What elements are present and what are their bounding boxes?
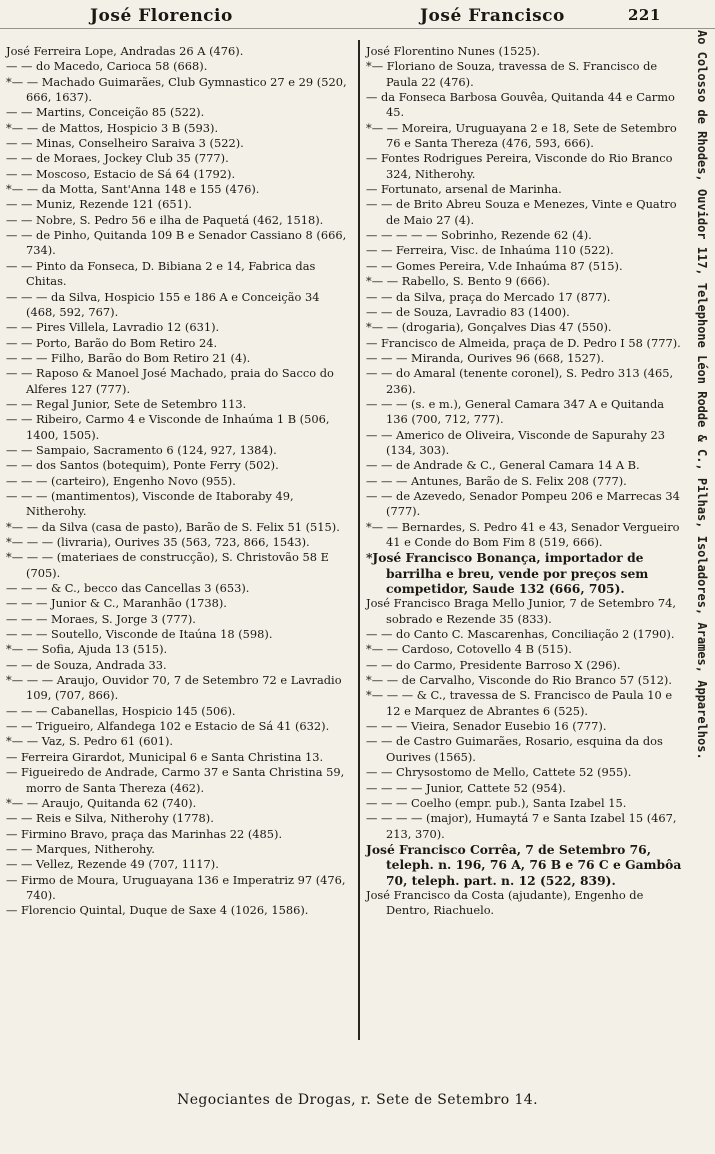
directory-entry: — — da Silva, praça do Mercado 17 (877). [366,289,611,304]
directory-entry: — — — Antunes, Barão de S. Felix 208 (777). [366,473,627,488]
directory-entry: — — — — — Sobrinho, Rezende 62 (4). [366,228,592,243]
directory-entry: — — Regal Junior, Sete de Setembro 113. [6,396,247,411]
directory-entry: — — de Brito Abreu Souza e Menezes, Vinte e Quatro de Maio 27 (4). [366,197,677,227]
directory-entry: — Florencio Quintal, Duque de Saxe 4 (1026, 1586). [6,903,309,918]
directory-entry: *— — Araujo, Quitanda 62 (740). [6,795,197,810]
directory-entry: José Ferreira Lope, Andradas 26 A (476). [6,44,244,58]
directory-entry: — — Pinto da Fonseca, D. Bibiana 2 e 14, Fabrica das Chitas. [6,258,316,289]
directory-entry: *— — da Motta, Sant'Anna 148 e 155 (476). [6,182,260,197]
directory-entry: — — do Carmo, Presidente Barroso X (296). [366,657,621,672]
directory-entry: — — — — Junior, Cattete 52 (954). [366,780,566,795]
directory-entry: — Ferreira Girardot, Municipal 6 e Santa Christina 13. [6,749,324,764]
directory-entry: — Fontes Rodrigues Pereira, Visconde do Rio Branco 324, Nitherohy. [366,151,673,181]
directory-entry: — — Chrysostomo de Mello, Cattete 52 (955). [366,765,632,780]
header-left: José Florencio [90,6,233,26]
directory-entry: — — Ribeiro, Carmo 4 e Visconde de Inhaúma 1 B (506, 1400, 1505). [6,412,330,442]
left-column [6,44,350,919]
directory-entry: — — do Canto C. Mascarenhas, Conciliação 2 (1790). [366,627,675,642]
directory-entry: — — de Castro Guimarães, Rosario, esquina da dos Ourives (1565). [366,734,663,764]
directory-entry: — — Raposo & Manoel José Machado, praia do Sacco do Alferes 127 (777). [6,366,334,396]
directory-entry: — — de Pinho, Quitanda 109 B e Senador Cassiano 8 (666, 734). [6,228,347,258]
directory-entry: — — Ferreira, Visc. de Inhaúma 110 (522). [366,243,614,258]
directory-entry: — — — (carteiro), Engenho Novo (955). [6,473,236,488]
directory-entry: — — de Souza, Andrada 33. [6,657,167,672]
directory-entry: José Francisco Braga Mello Junior, 7 de Setembro 74, sobrado e Rezende 35 (833). [366,596,676,626]
directory-entry: *— — Machado Guimarães, Club Gymnastico 27 e 29 (520, 666, 1637). [6,74,347,105]
directory-entry: *— — de Carvalho, Visconde do Rio Branco 57 (512). [366,673,673,688]
directory-entry: — — Moscoso, Estacio de Sá 64 (1792). [6,166,236,181]
directory-entry: — — — Junior & C., Maranhão (1738). [6,596,227,611]
directory-entry: — Figueiredo de Andrade, Carmo 37 e Santa Christina 59, morro de Santa Thereza (462). [6,765,345,795]
directory-entry: — — Vellez, Rezende 49 (707, 1117). [6,857,219,872]
directory-entry: *— Floriano de Souza, travessa de S. Francisco de Paula 22 (476). [366,59,658,89]
directory-entry: *— — Cardoso, Cotovello 4 B (515). [366,642,572,657]
directory-entry: *— — da Silva (casa de pasto), Barão de S. Felix 51 (515). [6,519,340,534]
directory-entry: — — — Miranda, Ourives 96 (668, 1527). [366,350,605,365]
directory-entry: — — — Cabanellas, Hospicio 145 (506). [6,703,236,718]
directory-entry: — — — Vieira, Senador Eusebio 16 (777). [366,719,607,734]
header-right: José Francisco [420,6,565,26]
directory-entry: *— — — & C., travessa de S. Francisco de Paula 10 e 12 e Marquez de Abrantes 6 (525). [366,688,673,718]
directory-entry: *José Francisco Bonança, importador de barrilha e breu, vende por preços sem competidor, Saude 132 (666, 705). [366,550,649,597]
directory-entry: — Firmino Bravo, praça das Marinhas 22 (485). [6,826,283,841]
directory-entry: — — Trigueiro, Alfandega 102 e Estacio de Sá 41 (632). [6,719,330,734]
directory-entry: — — Sampaio, Sacramento 6 (124, 927, 1384). [6,442,277,457]
directory-entry: — da Fonseca Barbosa Gouvêa, Quitanda 44 e Carmo 45. [366,90,675,120]
directory-entry: José Florentino Nunes (1525). [366,44,540,58]
directory-entry: — — de Moraes, Jockey Club 35 (777). [6,151,229,166]
sidebar-ad-text: Ao Colosso de Rhodes, Ouvidor 117, Telephone Léon Rodde & C., Pilhas, Isoladores, Arames, Apparelhos. [695,30,709,760]
directory-entry: *— — de Mattos, Hospicio 3 B (593). [6,120,219,135]
page-number: 221 [628,6,661,24]
directory-entry: *— — (drogaria), Gonçalves Dias 47 (550). [366,320,612,335]
directory-entry: — — — (mantimentos), Visconde de Itaboraby 49, Nitherohy. [6,488,294,519]
directory-entry: — — — Filho, Barão do Bom Retiro 21 (4). [6,350,251,365]
directory-entry: José Francisco da Costa (ajudante), Engenho de Dentro, Riachuelo. [366,887,644,918]
directory-entry: — Firmo de Moura, Uruguayana 136 e Imperatriz 97 (476, 740). [6,872,346,902]
directory-entry: — — de Andrade & C., General Camara 14 A B. [366,458,640,473]
directory-entry: *— — Vaz, S. Pedro 61 (601). [6,734,174,749]
directory-entry: — — Muniz, Rezende 121 (651). [6,197,192,212]
directory-entry: — — — — (major), Humaytá 7 e Santa Izabel 15 (467, 213, 370). [366,811,677,841]
directory-entry: *— — — (livraria), Ourives 35 (563, 723, 866, 1543). [6,535,310,549]
directory-entry: — — de Azevedo, Senador Pompeu 206 e Marrecas 34 (777). [366,488,680,519]
header-rule [0,28,715,29]
directory-entry: — — Marques, Nitherohy. [6,841,155,856]
directory-entry: — — — Moraes, S. Jorge 3 (777). [6,611,196,626]
directory-entry: — — Martins, Conceição 85 (522). [6,105,205,120]
directory-entry: — — — (s. e m.), General Camara 347 A e Quitanda 136 (700, 712, 777). [366,396,665,427]
directory-entry: *— — Bernardes, S. Pedro 41 e 43, Senador Vergueiro 41 e Conde do Bom Fim 8 (519, 666). [366,519,680,549]
right-column [366,44,682,919]
directory-entry: — — Americo de Oliveira, Visconde de Sapurahy 23 (134, 303). [366,427,666,457]
directory-entry: — — Porto, Barão do Bom Retiro 24. [6,335,218,350]
directory-entry: — — Reis e Silva, Nitherohy (1778). [6,811,214,826]
directory-entry: — — — da Silva, Hospicio 155 e 186 A e Conceição 34 (468, 592, 767). [6,289,320,319]
directory-entry: — — do Macedo, Carioca 58 (668). [6,59,208,74]
directory-entry: — — — & C., becco das Cancellas 3 (653). [6,581,250,596]
directory-entry: José Francisco Corrêa, 7 de Setembro 76, teleph. n. 196, 76 A, 76 B e 76 C e Gambôa 70, teleph. part. n. 12 (522, 839). [366,841,682,888]
directory-entry: — Fortunato, arsenal de Marinha. [366,182,562,197]
directory-entry: *— — — (materiaes de construcção), S. Christovão 58 E (705). [6,550,329,580]
directory-entry: — — do Amaral (tenente coronel), S. Pedro 313 (465, 236). [366,366,674,396]
directory-entry: *— — Sofia, Ajuda 13 (515). [6,642,168,657]
directory-entry: *— — Rabello, S. Bento 9 (666). [366,274,551,289]
directory-entry: *— — — Araujo, Ouvidor 70, 7 de Setembro 72 e Lavradio 109, (707, 866). [6,673,342,703]
directory-entry: — — — Coelho (empr. pub.), Santa Izabel 15. [366,795,627,810]
directory-entry: — — Minas, Conselheiro Saraiva 3 (522). [6,136,244,151]
directory-entry: — — Nobre, S. Pedro 56 e ilha de Paquetá (462, 1518). [6,212,324,227]
sidebar-advertisement [691,30,713,1090]
directory-entry: — — Pires Villela, Lavradio 12 (631). [6,320,220,335]
directory-entry: — Francisco de Almeida, praça de D. Pedro I 58 (777). [366,335,681,350]
directory-entry: — — de Souza, Lavradio 83 (1400). [366,304,570,319]
directory-entry: — — dos Santos (botequim), Ponte Ferry (502). [6,458,279,473]
directory-entry: — — Gomes Pereira, V.de Inhaúma 87 (515). [366,258,623,273]
column-divider [358,40,360,1040]
footer-advertisement: Negociantes de Drogas, r. Sete de Setembro 14. [177,1092,538,1108]
directory-entry: — — — Soutello, Visconde de Itaúna 18 (598). [6,627,273,642]
directory-entry: *— — Moreira, Uruguayana 2 e 18, Sete de Setembro 76 e Santa Thereza (476, 593, 666). [366,120,677,151]
